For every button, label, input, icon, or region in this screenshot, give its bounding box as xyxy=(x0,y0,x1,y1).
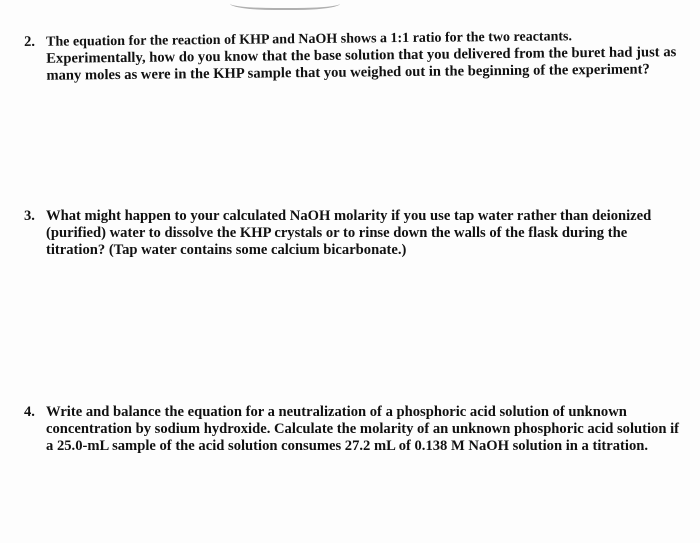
question-text-line: (purified) water to dissolve the KHP crystals or to rinse down the walls of the flask during the xyxy=(46,225,628,241)
question-text-line: many moles as were in the KHP sample that you weighed out in the beginning of the experiment? xyxy=(46,61,650,84)
question-text-line: What might happen to your calculated NaOH molarity if you use tap water rather than deionized xyxy=(46,208,652,224)
question-text-line: The equation for the reaction of KHP and NaOH shows a 1:1 ratio for the two reactants. xyxy=(46,29,573,50)
question-number: 3. xyxy=(24,208,35,224)
question-number: 4. xyxy=(24,404,35,420)
question-text-line: concentration by sodium hydroxide. Calculate the molarity of an unknown phosphoric acid solution if xyxy=(46,421,680,437)
question-number: 2. xyxy=(24,33,36,50)
question-text-line: Write and balance the equation for a neutralization of a phosphoric acid solution of unknown xyxy=(46,404,627,420)
question-text-line: a 25.0-mL sample of the acid solution consumes 27.2 mL of 0.138 M NaOH solution in a titration. xyxy=(46,438,649,454)
question-2 xyxy=(24,27,684,84)
cut-off-handwriting xyxy=(230,0,340,10)
question-text-line: titration? (Tap water contains some calcium bicarbonate.) xyxy=(46,242,407,258)
question-text-line: Experimentally, how do you know that the base solution that you delivered from the buret had just as xyxy=(46,44,677,67)
